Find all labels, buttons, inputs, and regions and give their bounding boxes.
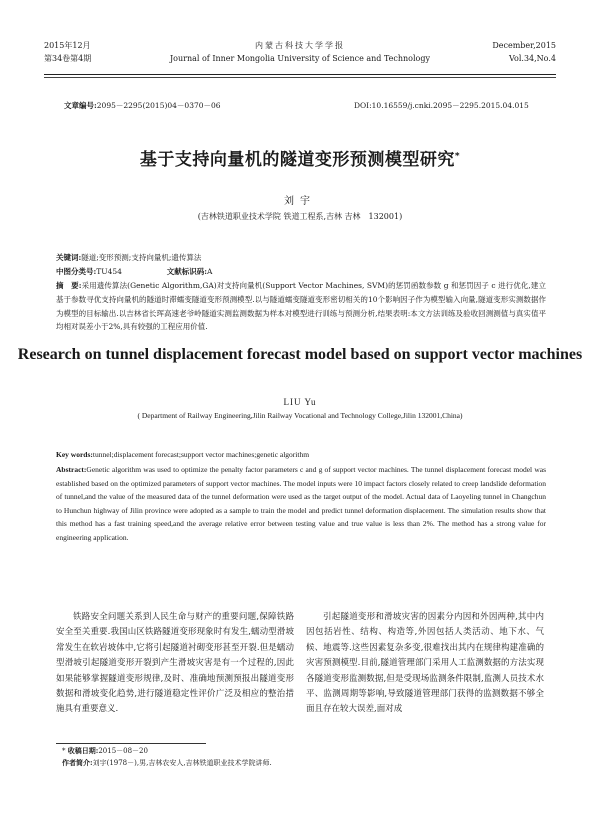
abstract-cn <box>56 279 546 334</box>
affiliation-cn: (吉林铁道职业技术学院 铁道工程系,吉林 吉林 132001) <box>197 212 403 221</box>
author-en: LIU Yu <box>283 397 317 407</box>
author-cn: 刘宇 <box>284 196 316 207</box>
body-paragraph: 引起隧道变形和滑坡灾害的因素分内因和外因两种,其中内因包括岩性、结构、构造等,外因包括人类活动、地下水、气候、地震等.这些因素复杂多变,很难找出其内在规律构建准确的灾害预测模型.目前,隧道管理部门采用人工监测数据的方法实现各隧道变形监测数据,但是受现场监测条件限制,监测人员技术水平、监测周期等影响,导致隧道管理部门获得的监测数据不够全面且存在较大误差,面对成 <box>306 612 544 715</box>
doi: DOI:10.16559/j.cnki.2095－2295.2015.04.015 <box>354 101 529 110</box>
received-date: 2015－08－20 <box>98 747 148 755</box>
abstract-cn-label: 摘 要: <box>56 281 82 290</box>
keywords-cn-label: 关键词: <box>56 253 82 262</box>
clc-value: TU454 <box>96 267 122 276</box>
footnote-author <box>62 758 272 768</box>
author-info-label: 作者简介: <box>62 758 93 767</box>
journal-name-cn: 内蒙古科技大学学报 <box>255 41 345 50</box>
footnote-rule <box>56 743 206 744</box>
abstract-en-text: Genetic algorithm was used to optimize the penalty factor parameters c and g of support vector machines. The tunnel displacement forecast model was established based on the optimized parameters of support vector machines. The model inputs were 10 impact factors closely related to creep landslide deformation of tunnel,and the value of the measured data of the tunnel deformation were used as the target output of the model. Actual data of Laoyeling tunnel in Changchun to Hunchun highway of Jilin province were adopted as a sample to train the model and predict tunnel deformation displacement. The simulation results show that this method has a fast training speed,and the average relative error between testing value and true value is less than 2%. The method has a strong value for engineering application. <box>56 465 546 542</box>
body-column-right <box>306 610 544 718</box>
affiliation-en: ( Department of Railway Engineering,Jilin Railway Vocational and Technology College,Jilin 132001,China) <box>137 411 463 420</box>
body-column-left <box>56 610 294 718</box>
keywords-cn-text: 隧道;变形预测;支持向量机;遗传算法 <box>81 253 202 262</box>
author-info: 刘宇(1978－),男,吉林农安人,吉林铁道职业技术学院讲师. <box>92 759 272 767</box>
paper-title-en: Research on tunnel displacement forecast model based on support vector machines <box>17 346 583 363</box>
paper-title-cn-text: 基于支持向量机的隧道变形预测模型研究 <box>139 150 455 170</box>
keywords-en <box>56 450 546 459</box>
keywords-en-text: tunnel;displacement forecast;support vector machines;genetic algorithm <box>92 450 310 459</box>
body-paragraph: 铁路安全问题关系到人民生命与财产的重要问题,保障铁路安全至关重要.我国山区铁路隧道变形现象时有发生,蠕动型滑坡常发生在软岩坡体中,它将引起隧道衬砌变形甚至开裂.但是蠕动型滑坡引起隧道变形开裂到产生滑坡灾害是有一个过程的,因此如果能够掌握隧道变形规律,及时、准确地预测预报出隧道变形数据和滑坡变化趋势,进行隧道稳定性评价广泛及相应的整治措施具有重要意义. <box>56 612 294 715</box>
volume-issue-en: Vol.34,No.4 <box>509 54 556 63</box>
abstract-cn-text: 采用遗传算法(Genetic Algorithm,GA)对支持向量机(Support Vector Machines, SVM)的惩罚函数参数 g 和惩罚因子 c 进行优化,建立基于参数寻优支持向量机的隧道时滞蠕变隧道变形预测模型.以与隧道蠕变隧道变形密切相关的10个影响因子作为模型输入向量,隧道变形实测数据作为模型的目标输出.以吉林省长珲高速老爷岭隧道实测监测数据为样本对模型进行训练与预测分析,结果表明:本文方法训练及验收回测测值与真实值平均相对误差小于2%,具有较强的工程应用价值. <box>56 281 546 332</box>
footnote-received <box>62 746 148 756</box>
clc-label: 中图分类号: <box>56 267 97 276</box>
abstract-en <box>56 463 546 545</box>
received-label: 收稿日期: <box>67 746 99 755</box>
classification-line <box>56 265 546 278</box>
header-rule <box>44 74 556 75</box>
article-id-value: 2095－2295(2015)04－0370－06 <box>96 101 221 110</box>
keywords-cn <box>56 251 546 264</box>
journal-name-en: Journal of Inner Mongolia University of Science and Technology <box>169 54 431 63</box>
footnote-mark: * <box>62 747 66 755</box>
header-rule-thin <box>44 77 556 78</box>
article-id-label: 文章编号: <box>64 101 97 110</box>
volume-issue-cn: 第34卷第4期 <box>44 54 92 63</box>
keywords-en-label: Key words: <box>56 450 93 459</box>
issue-date-cn: 2015年12月 <box>44 41 91 50</box>
abstract-en-label: Abstract: <box>56 465 87 474</box>
issue-date-en: December,2015 <box>492 41 556 50</box>
journal-header <box>44 40 556 72</box>
doc-code-label: 文献标识码: <box>166 267 207 276</box>
article-id-line <box>64 100 534 111</box>
paper-title-cn <box>0 145 600 170</box>
title-footnote-mark: * <box>454 151 461 162</box>
doc-code-value: A <box>206 267 213 276</box>
